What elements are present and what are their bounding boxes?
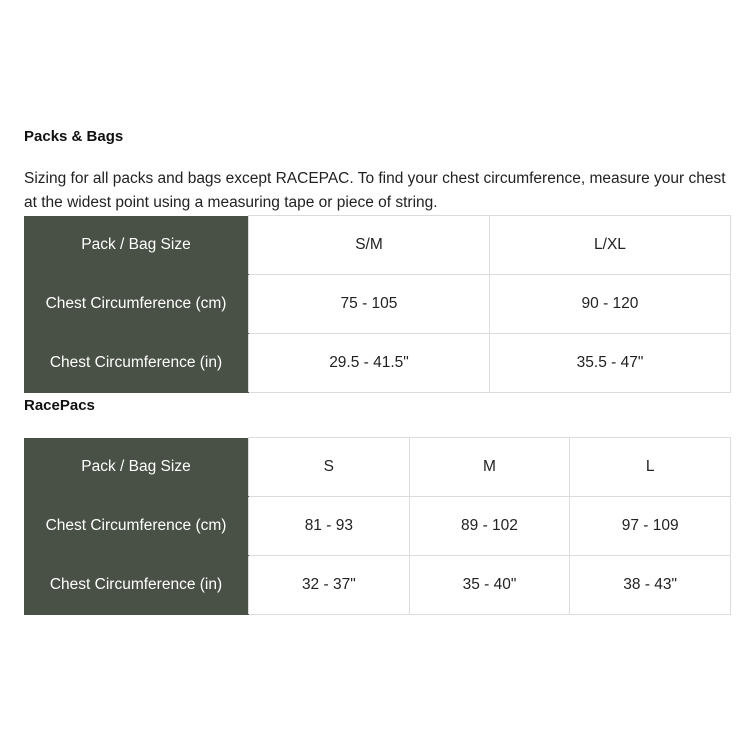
section-title-packs-bags: Packs & Bags (24, 128, 124, 145)
table-cell: 35 - 40" (409, 556, 570, 615)
table-cell: 38 - 43" (570, 556, 731, 615)
row-header: Chest Circumference (in) (24, 556, 249, 615)
table-cell: 75 - 105 (249, 275, 490, 334)
table-cell: 81 - 93 (249, 497, 410, 556)
row-header: Chest Circumference (cm) (24, 275, 249, 334)
packs-bags-intro: Sizing for all packs and bags except RACEPAC. To find your chest circumference, measure your chest at the widest point using a measuring tape or piece of string. (24, 170, 726, 211)
table-row (24, 497, 731, 556)
row-header: Chest Circumference (in) (24, 334, 249, 393)
table-cell: M (409, 438, 570, 497)
table-cell: 32 - 37" (249, 556, 410, 615)
packs-bags-size-table (24, 215, 731, 393)
table-cell: 97 - 109 (570, 497, 731, 556)
table-row (24, 216, 731, 275)
row-header: Pack / Bag Size (24, 438, 249, 497)
racepacs-size-table (24, 437, 731, 615)
table-cell: S (249, 438, 410, 497)
row-header: Chest Circumference (cm) (24, 497, 249, 556)
table-cell: 89 - 102 (409, 497, 570, 556)
table-row (24, 438, 731, 497)
row-header: Pack / Bag Size (24, 216, 249, 275)
table-cell: L (570, 438, 731, 497)
size-guide (24, 128, 731, 615)
table-row (24, 556, 731, 615)
table-row (24, 275, 731, 334)
section-title-racepacs: RacePacs (24, 397, 95, 414)
table-cell: 90 - 120 (490, 275, 731, 334)
table-cell: S/M (249, 216, 490, 275)
table-cell: 35.5 - 47" (490, 334, 731, 393)
table-cell: 29.5 - 41.5" (249, 334, 490, 393)
table-row (24, 334, 731, 393)
table-cell: L/XL (490, 216, 731, 275)
